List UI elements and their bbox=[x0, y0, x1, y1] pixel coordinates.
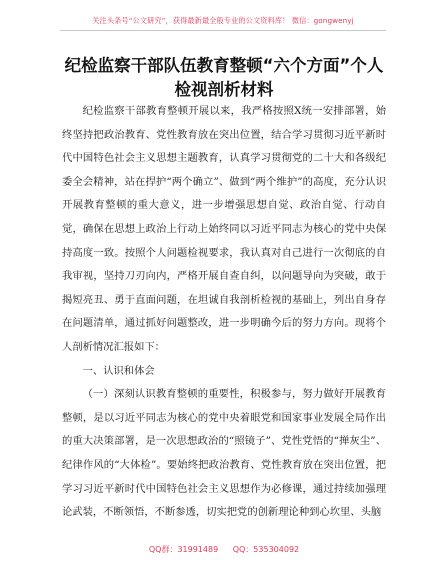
document-body bbox=[62, 100, 386, 525]
footer-qq: QQ：535304092 bbox=[232, 545, 300, 554]
document-title bbox=[56, 54, 392, 102]
header-promo-text: 关注头条号“公文研究”，获得最新最全般专业的公文资料库！ 微信：gongwenyj bbox=[92, 16, 354, 25]
paragraph-section1: （一）深刻认识教育整顿的重要性，积极参与，努力做好开展教育整顿，是以习近平同志为核心的党中央着眼党和国家事业发展全局作出的重大决策部署，是一次思想政治的“照镜子”、党性党悟的“掸灰尘”、纪律作风的“大体检”。要始终把政治教育、党性教育放在突出位置，把学习习近平新时代中国特色社会主义思想作为必修课，通过持续加强理论武装，不断领悟，不断参透，切实把党的创新理论种到心坎里、头脑 bbox=[62, 388, 386, 519]
title-line-1: 纪检监察干部队伍教育整顿“六个方面”个人 bbox=[64, 56, 384, 75]
paragraph-intro: 纪检监察干部教育整顿开展以来，我严格按照X统一安排部署，始终坚持把政治教育、党性教育放在突出位置，结合学习贯彻习近平新时代中国特色社会主义思想主题教育，认真学习贯彻党的二十大和各级纪委全会精神，站在捍护“两个确立”、做到“两个维护”的高度，充分认识开展教育整顿的重大意义，进一步增强思想自觉、政治自觉、行动自觉，确保在思想上政治上行动上始终同以习近平同志为核心的党中央保持高度一致。按照个人问题检视要求，我认真对自己进行一次彻底的自我审视，坚持刀刃向内，严格开展自查自纠，以问题导向为突破，敢于揭短亮丑、勇于直面问题，在坦诚自我剖析检视的基础上，列出自身存在问题清单，通过抓好问题整改，进一步明确今后的努力方向。现将个人剖析情况汇报如下： bbox=[62, 105, 386, 353]
page-header bbox=[60, 8, 386, 31]
section-heading: 一、认识和体会 bbox=[82, 364, 155, 377]
page-footer bbox=[0, 544, 448, 555]
footer-qq-group: QQ群：31991489 bbox=[148, 545, 219, 554]
title-line-2: 检视剖析材料 bbox=[174, 80, 274, 99]
